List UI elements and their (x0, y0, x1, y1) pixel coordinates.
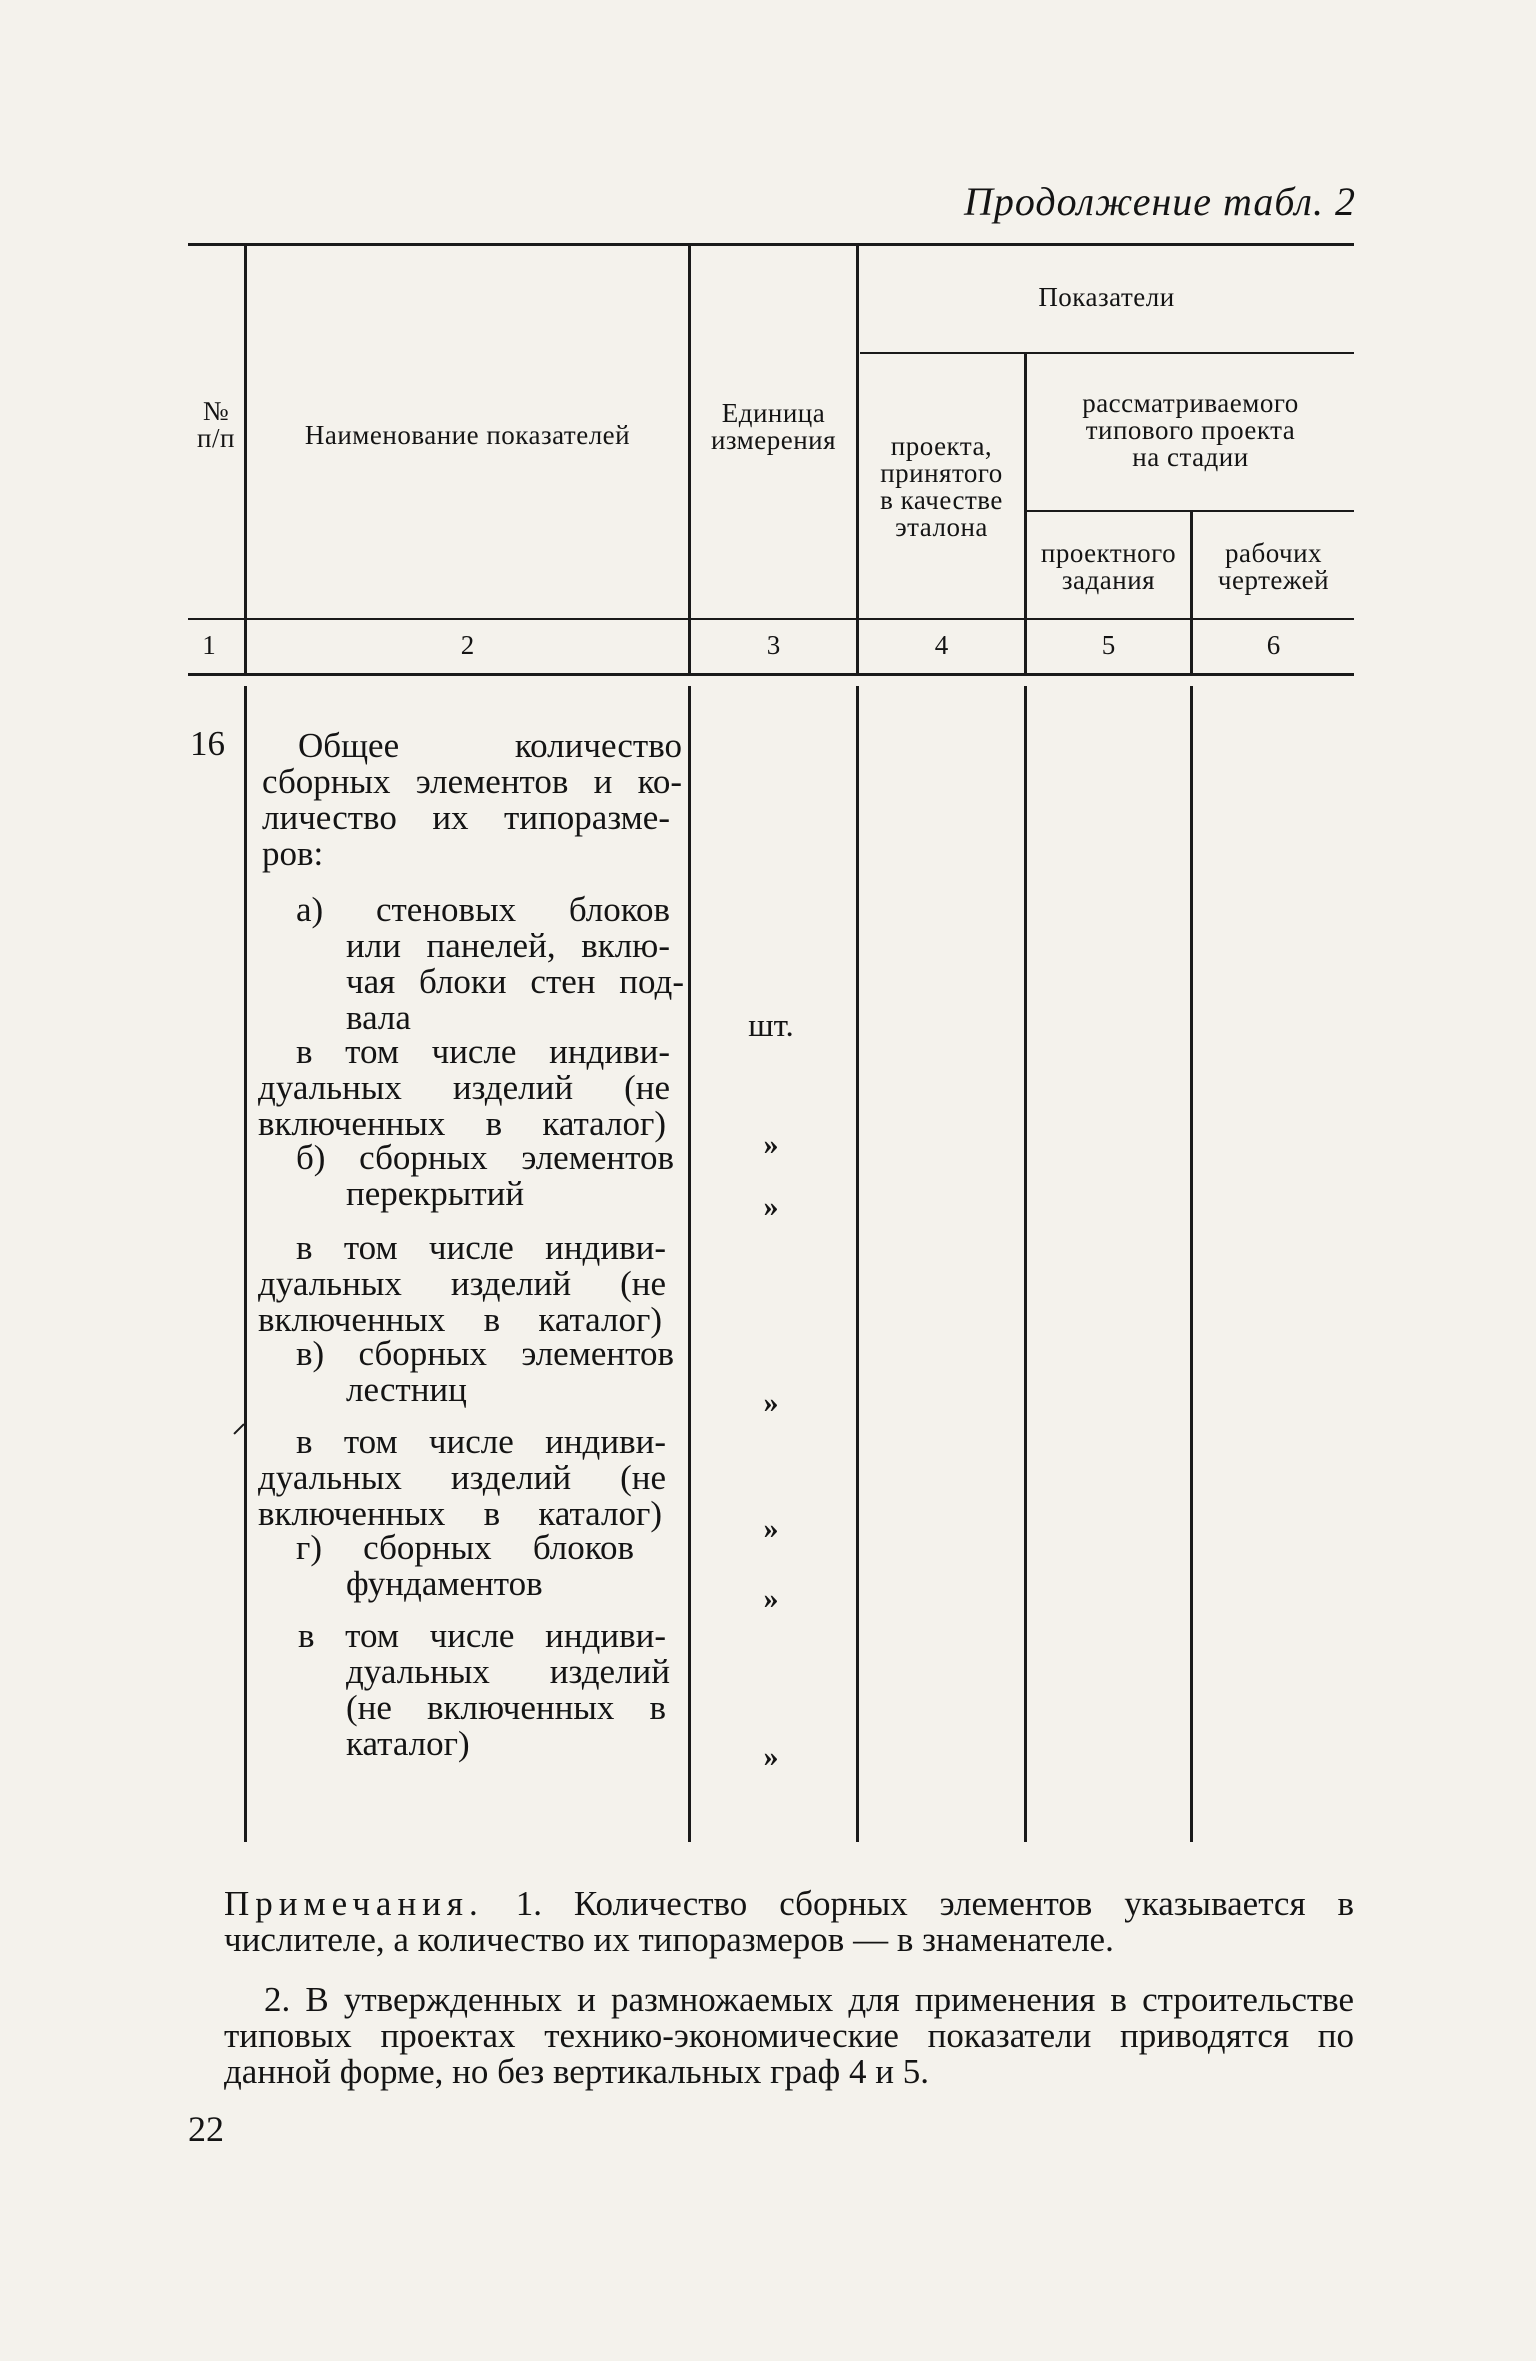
unit-value: » (763, 1740, 779, 1773)
header-bottom-rule (188, 618, 1354, 620)
body-divider-5 (1190, 686, 1193, 1842)
unit-value: шт. (748, 1008, 794, 1044)
unit-value: » (763, 1512, 779, 1545)
note-1 (224, 1886, 1354, 1958)
margin-mark (233, 1423, 244, 1434)
text-line: в том числе индиви- (296, 1422, 666, 1461)
text-line: перекрытий (346, 1174, 525, 1213)
header-design-task: проектного задания (1040, 538, 1177, 595)
row-number: 16 (190, 724, 225, 763)
unit-value: » (763, 1386, 779, 1419)
body-divider-3 (856, 686, 859, 1842)
text-line: сборных элементов и ко- (262, 762, 682, 801)
body-divider-1 (244, 686, 247, 1842)
unit-value: » (763, 1190, 779, 1223)
text-line: каталог) (346, 1724, 470, 1763)
text-line: г) сборных блоков (296, 1528, 634, 1567)
text-line: в) сборных элементов (296, 1334, 674, 1373)
header-etalon: проекта, принятого в качестве эталона (880, 431, 1003, 542)
unit-value: » (763, 1582, 779, 1615)
text-line: а) стеновых блоков (296, 890, 670, 929)
text-line: личество их типоразме- (262, 798, 670, 837)
header-indicators: Показатели (1038, 282, 1175, 312)
text-line: в том числе индиви- (298, 1616, 666, 1655)
header-considered: рассматриваемого типового проекта на стадии (1082, 388, 1299, 472)
col-divider-2 (688, 246, 691, 674)
column-number-6: 6 (1266, 630, 1281, 660)
header-unit: Единица измерения (710, 398, 837, 455)
text-line: чая блоки стен под- (346, 962, 684, 1001)
text-line: включенных в каталог) (258, 1300, 662, 1339)
col-divider-1 (244, 246, 247, 674)
text-line: дуальных изделий (не (258, 1458, 666, 1497)
text-line: б) сборных элементов (296, 1138, 674, 1177)
column-number-1: 1 (202, 630, 216, 660)
page-number: 22 (188, 2109, 224, 2149)
note-2-text: 2. В утвержденных и размножаемых для применения в строительстве типовых проектах технико-экономические показатели приводятся по данной форме, но без вертикальных граф 4 и 5. (224, 1980, 1354, 2091)
text-line: (не включенных в (346, 1688, 666, 1727)
text-line: Общее количество (298, 726, 682, 765)
unit-value: » (763, 1128, 779, 1161)
note-2 (224, 1982, 1354, 2090)
column-number-5: 5 (1101, 630, 1116, 660)
column-number-4: 4 (934, 630, 949, 660)
text-line: дуальных изделий (346, 1652, 670, 1691)
text-line: фундаментов (346, 1564, 543, 1603)
text-line: включенных в каталог) (258, 1104, 666, 1143)
text-line: дуальных изделий (не (258, 1264, 666, 1303)
notes-label: Примечания. (224, 1884, 484, 1923)
text-line: вала (346, 998, 411, 1037)
numbers-bottom-rule (188, 673, 1354, 676)
header-num: № п/п (197, 396, 235, 453)
text-line: дуальных изделий (не (258, 1068, 670, 1107)
text-line: в том числе индиви- (296, 1228, 666, 1267)
table-top-rule (188, 243, 1354, 246)
column-number-2: 2 (460, 630, 475, 660)
text-line: лестниц (346, 1370, 467, 1409)
text-line: ров: (262, 834, 324, 873)
note-1-text: 1. Количество сборных элементов указывается в числителе, а количество их типоразмеров — в знаменателе. (224, 1884, 1355, 1959)
column-number-3: 3 (766, 630, 781, 660)
text-line: или панелей, вклю- (346, 926, 670, 965)
table-caption: Продолжение табл. 2 (963, 179, 1356, 224)
body-divider-2 (688, 686, 691, 1842)
header-name: Наименование показателей (304, 420, 631, 450)
text-line: в том числе индиви- (296, 1032, 670, 1071)
text-line: включенных в каталог) (258, 1494, 662, 1533)
header-working-drawings: рабочих чертежей (1217, 538, 1330, 595)
indicators-rule (860, 352, 1354, 354)
stage-rule (1024, 510, 1354, 512)
body-divider-4 (1024, 686, 1027, 1842)
